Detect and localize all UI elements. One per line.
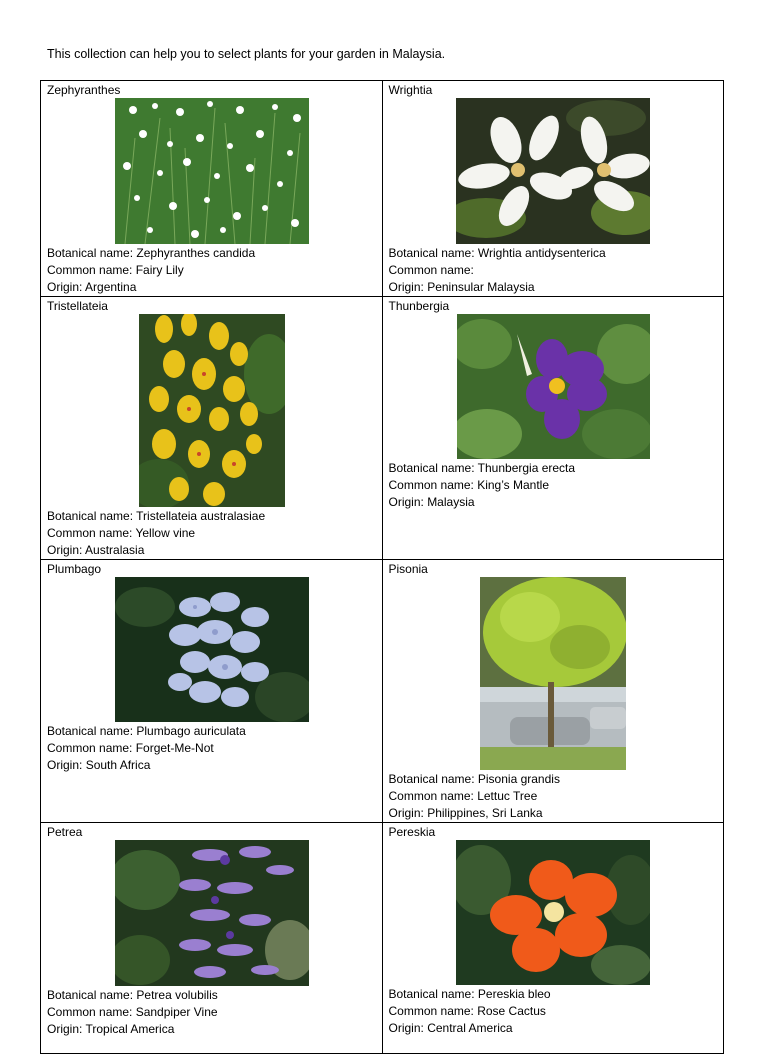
botanical-name: Pisonia grandis <box>477 772 560 786</box>
table-row <box>41 297 724 560</box>
plant-name: Petrea <box>47 825 83 839</box>
botanical-name: Zephyranthes candida <box>136 246 256 260</box>
common-name: Forget-Me-Not <box>135 741 214 755</box>
petrea-photo <box>115 840 309 986</box>
botanical-name: Wrightia antidysenterica <box>477 246 606 260</box>
origin: Australasia <box>85 543 145 557</box>
origin: Malaysia <box>427 495 475 509</box>
plant-info: Botanical name: Wrightia antidysenterica Common name: Origin: Peninsular Malaysia <box>388 246 606 294</box>
pisonia-photo <box>480 577 626 770</box>
plant-info: Botanical name: Zephyranthes candida Common name: Fairy Lily Origin: Argentina <box>47 246 256 294</box>
intro-text: This collection can help you to select plants for your garden in Malaysia. <box>47 47 446 61</box>
plant-info: Botanical name: Plumbago auriculata Common name: Forget-Me-Not Origin: South Africa <box>47 724 246 772</box>
plant-cell-thunbergia <box>382 297 724 560</box>
origin: Philippines, Sri Lanka <box>427 806 543 820</box>
wrightia-photo <box>456 98 650 244</box>
table-row <box>41 560 724 823</box>
plant-name: Pereskia <box>388 825 436 839</box>
plant-cell-zephyranthes <box>41 81 383 297</box>
common-name: Yellow vine <box>135 526 196 540</box>
origin: Argentina <box>85 280 137 294</box>
plant-info: Botanical name: Petrea volubilis Common name: Sandpiper Vine Origin: Tropical America <box>47 988 218 1036</box>
origin: South Africa <box>85 758 151 772</box>
pereskia-photo <box>456 840 650 985</box>
origin: Tropical America <box>85 1022 175 1036</box>
plant-cell-tristellateia <box>41 297 383 560</box>
plant-cell-pereskia <box>382 823 724 1054</box>
common-name: Lettuc Tree <box>477 789 538 803</box>
zephyranthes-photo <box>115 98 309 244</box>
origin: Central America <box>427 1021 513 1035</box>
tristellateia-photo <box>139 314 285 507</box>
table-row <box>41 823 724 1054</box>
plant-name: Thunbergia <box>388 299 450 313</box>
plant-cell-wrightia <box>382 81 724 297</box>
plant-name: Pisonia <box>388 562 428 576</box>
plant-name: Zephyranthes <box>47 83 121 97</box>
botanical-name: Thunbergia erecta <box>477 461 576 475</box>
plant-name: Tristellateia <box>47 299 108 313</box>
plant-name: Wrightia <box>388 83 433 97</box>
plant-info: Botanical name: Pisonia grandis Common name: Lettuc Tree Origin: Philippines, Sri Lanka <box>388 772 560 820</box>
plant-name: Plumbago <box>47 562 102 576</box>
plant-cell-plumbago <box>41 560 383 823</box>
botanical-name: Pereskia bleo <box>477 987 551 1001</box>
origin: Peninsular Malaysia <box>427 280 535 294</box>
plumbago-photo <box>115 577 309 722</box>
plant-cell-petrea <box>41 823 383 1054</box>
botanical-name: Petrea volubilis <box>136 988 218 1002</box>
common-name: Sandpiper Vine <box>135 1005 218 1019</box>
plant-cell-pisonia <box>382 560 724 823</box>
plant-table <box>40 80 724 1054</box>
common-name: Fairy Lily <box>135 263 184 277</box>
plant-info: Botanical name: Tristellateia australasiae Common name: Yellow vine Origin: Australasia <box>47 509 266 557</box>
botanical-name: Plumbago auriculata <box>136 724 246 738</box>
table-row <box>41 81 724 297</box>
plant-info: Botanical name: Pereskia bleo Common name: Rose Cactus Origin: Central America <box>388 987 551 1035</box>
common-name: King’s Mantle <box>477 478 550 492</box>
botanical-name: Tristellateia australasiae <box>136 509 266 523</box>
common-name: Rose Cactus <box>477 1004 546 1018</box>
thunbergia-photo <box>457 314 650 459</box>
plant-info: Botanical name: Thunbergia erecta Common name: King’s Mantle Origin: Malaysia <box>388 461 576 509</box>
